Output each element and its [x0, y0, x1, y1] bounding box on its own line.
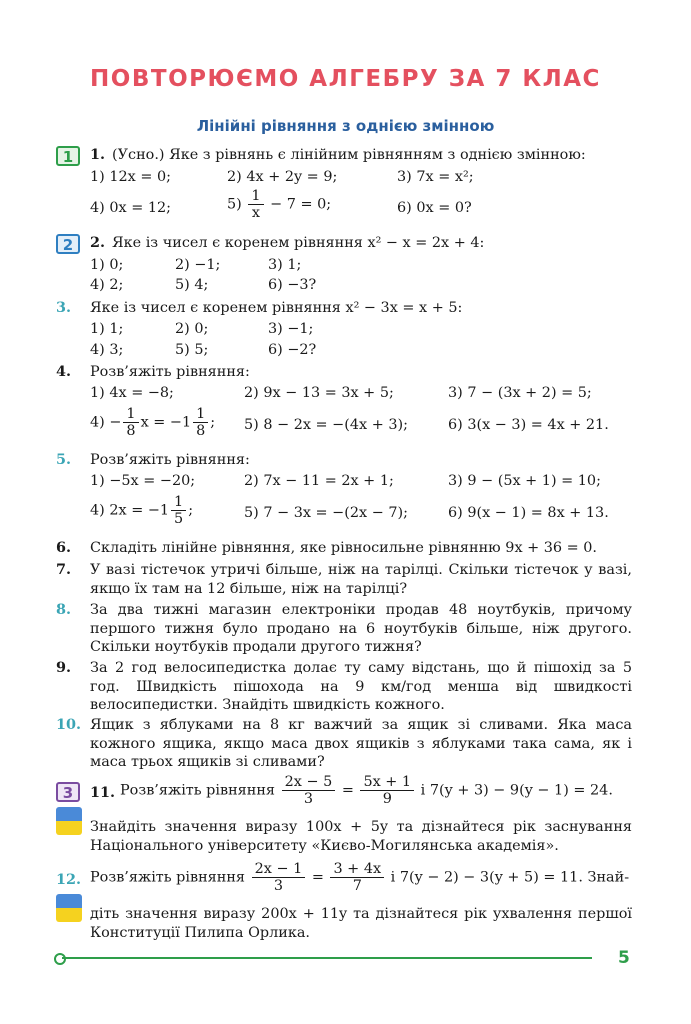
task-3-option-4: 4) 3; [90, 342, 124, 358]
level-3-badge: 3 [56, 782, 80, 802]
footer-dot [54, 953, 66, 965]
task-7-text: У вазі тістечок утричі більше, ніж на тарілці. Скільки тістечок у вазі, якщо їх там на 12 більше, ніж на тарілці? [90, 562, 632, 597]
task-4-option-3: 3) 7 − (3x + 2) = 5; [448, 385, 592, 401]
task-11-equation: Розв’яжіть рівняння $\frac{2x - 5}{3}$ = $\frac{5x + 1}{9}$ і 7(y + 3) − 9(y − 1) = 24. [120, 774, 613, 807]
task-2-number: 2. [90, 234, 106, 251]
task-10-text: Ящик з яблуками на 8 кг важчий за ящик зі сливами. Яка маса кожного ящика, якщо маса двох ящиків з яблуками така сама, як і маса трьох ящиків зі сливами? [90, 717, 632, 770]
task-2-option-4: 4) 2; [90, 277, 124, 293]
task-12-text: діть значення виразу 200x + 11y та дізнайтеся рік ухвалення першої Конституції Пилипа Орлика. [90, 906, 632, 941]
task-4-option-2: 2) 9x − 13 = 3x + 5; [244, 385, 394, 401]
task-7-number: 7. [56, 561, 72, 578]
task-10-number: 10. [56, 716, 82, 733]
task-4-text: Розв’яжіть рівняння: [90, 364, 250, 380]
task-3-option-5: 5) 5; [175, 342, 209, 358]
page-number: 5 [618, 948, 630, 968]
task-8-text: За два тижні магазин електроніки продав 48 ноутбуків, причому першого тижня було продано на 6 ноутбуків більше, ніж другого. Скільки ноутбуків продали другого тижня? [90, 602, 632, 655]
ukraine-flag-icon [56, 807, 82, 835]
task-6-number: 6. [56, 539, 72, 556]
task-6-text: Складіть лінійне рівняння, яке рівносильне рівнянню 9x + 36 = 0. [90, 540, 598, 556]
task-2-option-3: 3) 1; [268, 257, 302, 273]
fraction: $\frac{3 + 4x}{7}$ [330, 861, 384, 894]
fraction: $\frac{2x - 1}{3}$ [252, 861, 306, 894]
level-2-badge: 2 [56, 234, 80, 254]
task-3-text: Яке із чисел є коренем рівняння x² − 3x = x + 5: [90, 300, 463, 316]
task-2-option-6: 6) −3? [268, 277, 317, 293]
task-1-text: (Усно.) Яке з рівнянь є лінійним рівнянням з однією змінною: [112, 147, 586, 163]
page-title: ПОВТОРЮЄМО АЛГЕБРУ ЗА 7 КЛАС [90, 66, 601, 92]
task-8-number: 8. [56, 601, 72, 618]
task-2-option-1: 1) 0; [90, 257, 124, 273]
task-11-text: Знайдіть значення виразу 100x + 5y та дізнайтеся рік заснування Національного університету «Києво-Могилянська академія». [90, 819, 632, 854]
task-4-option-5: 5) 8 − 2x = −(4x + 3); [244, 417, 408, 433]
fraction: $\frac{1}{8}$ [193, 406, 208, 439]
task-2-option-2: 2) −1; [175, 257, 221, 273]
fraction: $\frac{5x + 1}{9}$ [360, 774, 414, 807]
task-1-option-1: 1) 12x = 0; [90, 169, 171, 185]
level-1-badge: 1 [56, 146, 80, 166]
task-1-option-6: 6) 0x = 0? [397, 200, 472, 216]
task-1-option-4: 4) 0x = 12; [90, 200, 171, 216]
fraction: $\frac{1}{x}$ [248, 188, 263, 221]
footer-line [62, 957, 592, 959]
option-5-suffix: − 7 = 0; [270, 196, 332, 213]
task-5-option-5: 5) 7 − 3x = −(2x − 7); [244, 505, 408, 521]
task-12-equation: Розв’яжіть рівняння $\frac{2x - 1}{3}$ = $\frac{3 + 4x}{7}$ і 7(y − 2) − 3(y + 5) = 11. Знай- [90, 861, 630, 894]
task-11-number: 11. [90, 784, 116, 801]
task-1-number: 1. [90, 146, 106, 163]
task-9-text: За 2 год велосипедистка долає ту саму відстань, що й пішохід за 5 год. Швидкість пішохода на 9 км/год менша від швидкості велосипедистки. Знайдіть швидкість кожного. [90, 660, 632, 713]
task-4-number: 4. [56, 363, 72, 380]
task-5-option-3: 3) 9 − (5x + 1) = 10; [448, 473, 601, 489]
task-1-option-3: 3) 7x = x²; [397, 169, 474, 185]
task-5-text: Розв’яжіть рівняння: [90, 452, 250, 468]
task-5-option-6: 6) 9(x − 1) = 8x + 13. [448, 505, 609, 521]
task-1-option-5 [227, 188, 331, 221]
task-12-number: 12. [56, 871, 82, 888]
fraction: $\frac{1}{8}$ [123, 406, 138, 439]
task-4-option-6: 6) 3(x − 3) = 4x + 21. [448, 417, 609, 433]
task-9-number: 9. [56, 659, 72, 676]
task-2-text: Яке із чисел є коренем рівняння x² − x = 2x + 4: [112, 235, 485, 251]
section-subtitle: Лінійні рівняння з однією змінною [196, 117, 495, 135]
task-5-option-4: 4) 2x = −1 $\frac{1}{5}$ ; [90, 494, 194, 527]
task-5-option-1: 1) −5x = −20; [90, 473, 196, 489]
task-3-option-3: 3) −1; [268, 321, 314, 337]
task-3-option-6: 6) −2? [268, 342, 317, 358]
task-3-number: 3. [56, 299, 72, 316]
fraction: $\frac{1}{5}$ [171, 494, 186, 527]
task-1-option-2: 2) 4x + 2y = 9; [227, 169, 338, 185]
task-3-option-2: 2) 0; [175, 321, 209, 337]
fraction: $\frac{2x - 5}{3}$ [282, 774, 336, 807]
task-2-option-5: 5) 4; [175, 277, 209, 293]
task-3-option-1: 1) 1; [90, 321, 124, 337]
task-4-option-4: 4) − $\frac{1}{8}$ x = −1 $\frac{1}{8}$ ; [90, 406, 216, 439]
ukraine-flag-icon [56, 894, 82, 922]
task-5-option-2: 2) 7x − 11 = 2x + 1; [244, 473, 394, 489]
option-5-prefix: 5) [227, 196, 242, 213]
task-5-number: 5. [56, 451, 72, 468]
task-4-option-1: 1) 4x = −8; [90, 385, 174, 401]
